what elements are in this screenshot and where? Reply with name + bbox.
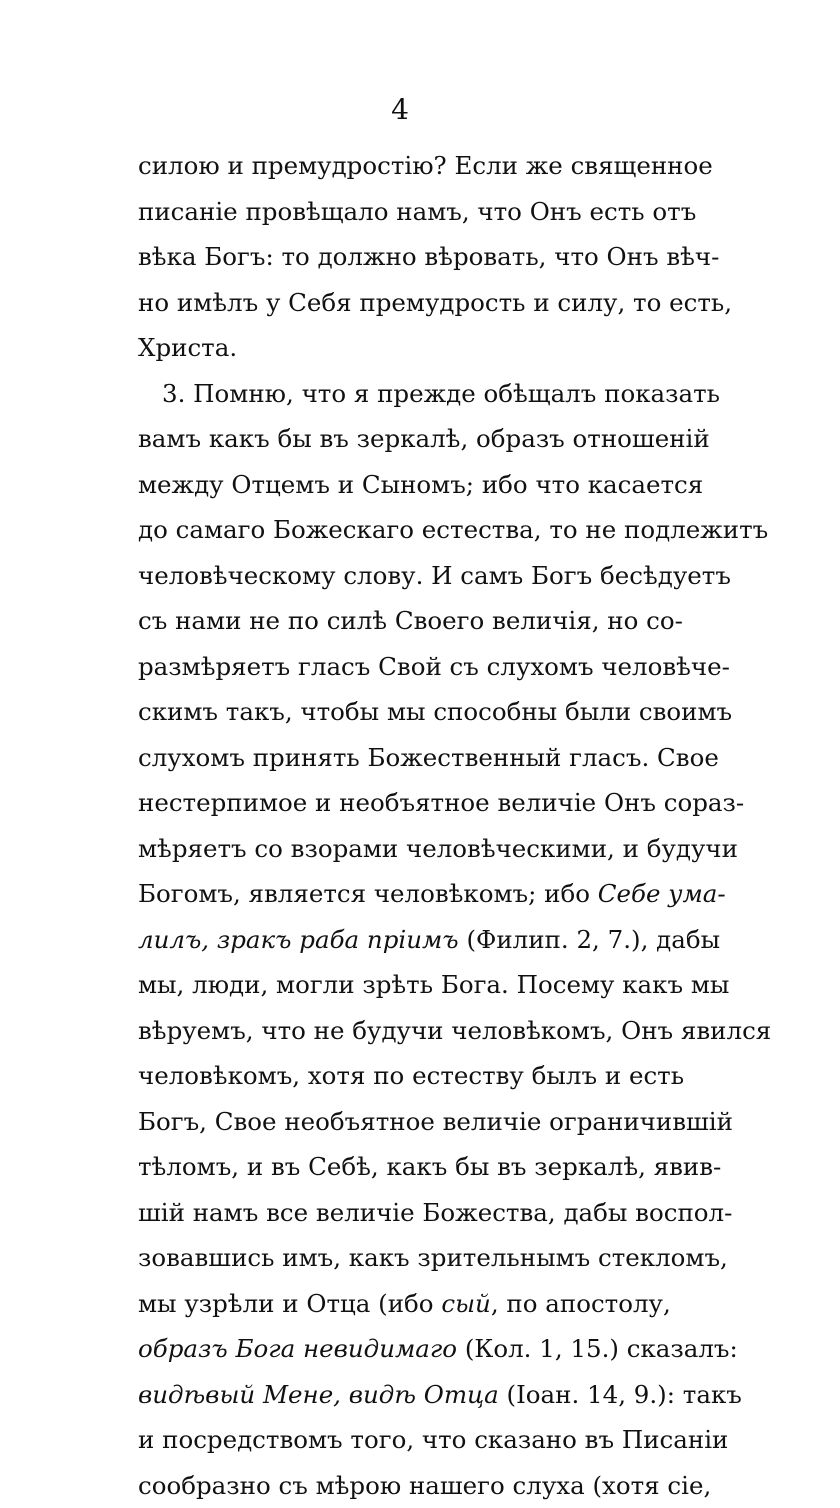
text-line: размѣряетъ гласъ Свой съ слухомъ человѣче- [138, 644, 668, 690]
italic-quote: Себе ума- [598, 879, 726, 908]
text-line: мы узрѣли и Отца (ибо сый, по апостолу, [138, 1281, 668, 1327]
text-line: человѣческому слову. И самъ Богъ бесѣдуетъ [138, 553, 668, 599]
text-line: зовавшись имъ, какъ зрительнымъ стекломъ, [138, 1235, 668, 1281]
text-line: вѣруемъ, что не будучи человѣкомъ, Онъ явился [138, 1008, 668, 1054]
text-line: 3. Помню, что я прежде обѣщалъ показать [138, 371, 668, 417]
text-line: съ нами не по силѣ Своего величія, но со- [138, 598, 668, 644]
text-line: но имѣлъ у Себя премудрость и силу, то есть, [138, 280, 668, 326]
text-line: и посредствомъ того, что сказано въ Писаніи [138, 1417, 668, 1463]
text-line: Христа. [138, 325, 668, 371]
text-line: образъ Бога невидимаго (Кол. 1, 15.) сказалъ: [138, 1326, 668, 1372]
text-line: Богомъ, является человѣкомъ; ибо Себе ума- [138, 871, 668, 917]
text-line: скимъ такъ, чтобы мы способны были своимъ [138, 689, 668, 735]
text-line: вамъ какъ бы въ зеркалѣ, образъ отношеній [138, 416, 668, 462]
text-line: шій намъ все величіе Божества, дабы воспол- [138, 1190, 668, 1236]
text-line: мѣряетъ со взорами человѣческими, и будучи [138, 826, 668, 872]
text-line: лилъ, зракъ раба пріимъ (Филип. 2, 7.), дабы [138, 917, 668, 963]
italic-quote: образъ Бога невидимаго [138, 1334, 457, 1363]
text-line: мы, люди, могли зрѣть Бога. Посему какъ мы [138, 962, 668, 1008]
body-text [138, 143, 668, 1508]
text-line: тѣломъ, и въ Себѣ, какъ бы въ зеркалѣ, явив- [138, 1144, 668, 1190]
text-line: до самаго Божескаго естества, то не подлежитъ [138, 507, 668, 553]
text-line: видѣвый Мене, видѣ Отца (Іоан. 14, 9.): такъ [138, 1372, 668, 1418]
text-line: нестерпимое и необъятное величіе Онъ сораз- [138, 780, 668, 826]
italic-quote: лилъ, зракъ раба пріимъ [138, 925, 459, 954]
text-line: слухомъ принять Божественный гласъ. Свое [138, 735, 668, 781]
text-line: Богъ, Свое необъятное величіе ограничившій [138, 1099, 668, 1145]
text-line: вѣка Богъ: то должно вѣровать, что Онъ вѣч- [138, 234, 668, 280]
page-number: 4 [0, 94, 800, 126]
italic-quote: сый [441, 1289, 490, 1318]
text-line: писаніе провѣщало намъ, что Онъ есть отъ [138, 189, 668, 235]
text-line: между Отцемъ и Сыномъ; ибо что касается [138, 462, 668, 508]
text-line: силою и премудростію? Если же священное [138, 143, 668, 189]
italic-quote: видѣвый Мене, видѣ Отца [138, 1380, 499, 1409]
text-line: сообразно съ мѣрою нашего слуха (хотя сіе, [138, 1463, 668, 1508]
text-line: человѣкомъ, хотя по естеству былъ и есть [138, 1053, 668, 1099]
